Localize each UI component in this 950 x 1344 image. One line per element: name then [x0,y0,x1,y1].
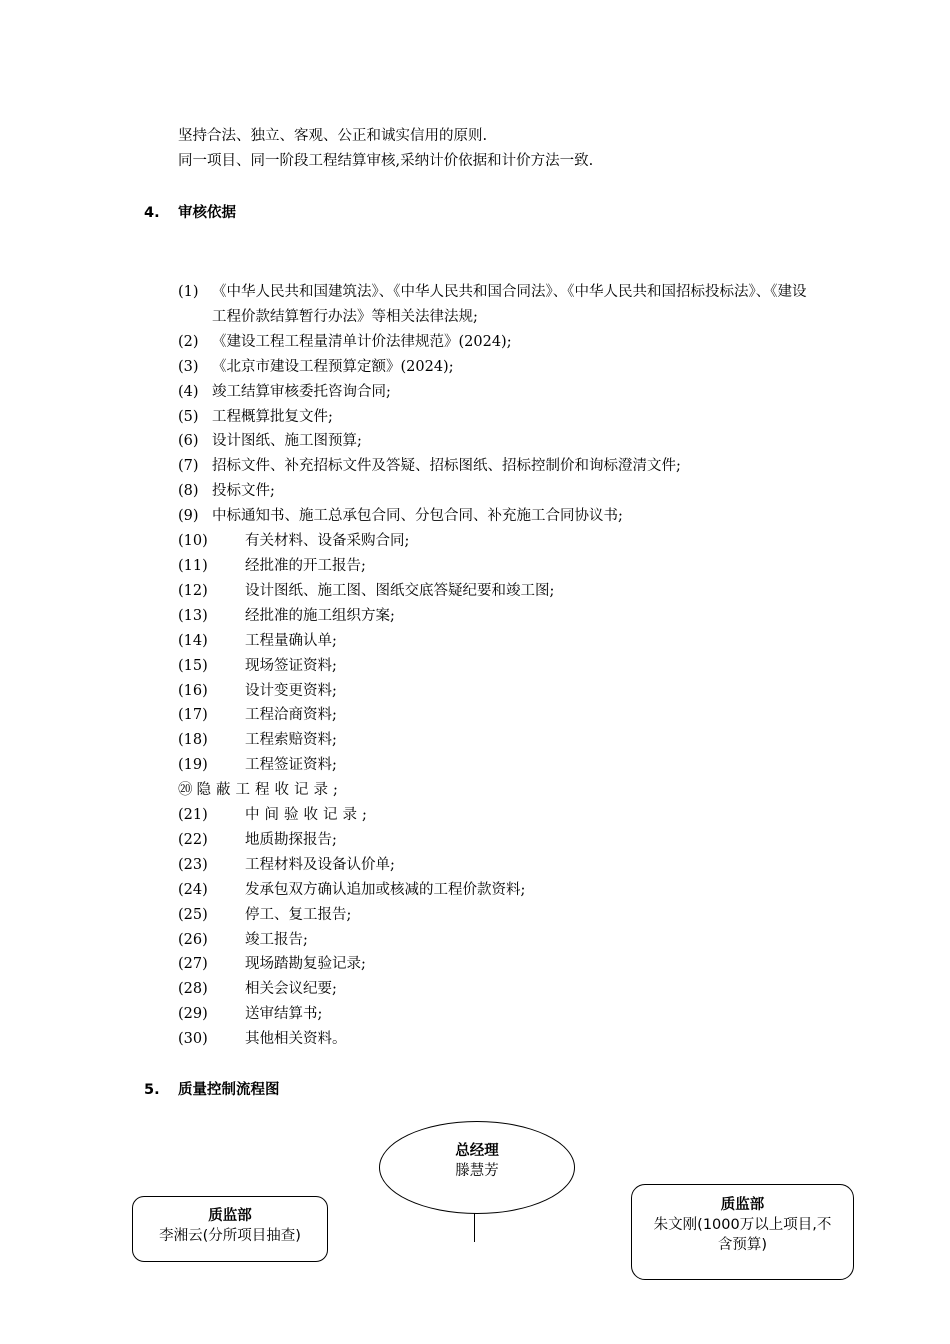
list-item: (18) 工程索赔资料; [178,732,337,749]
quality-dept-right-node [631,1184,854,1280]
list-item: (23) 工程材料及设备认价单; [178,856,395,873]
list-item: (19) 工程签证资料; [178,757,337,774]
list-item: (16) 设计变更资料; [178,682,337,699]
list-item: (17) 工程洽商资料; [178,707,337,724]
quality-dept-left-node [132,1196,328,1262]
list-item: (13) 经批准的施工组织方案; [178,607,395,624]
section-4-title: 审核依据 [178,205,236,221]
list-item: (7) 招标文件、补充招标文件及答疑、招标图纸、招标控制价和询标澄清文件; [178,458,681,475]
list-item: ⑳ 隐蔽工程收记录; [178,782,343,799]
list-item: (29) 送审结算书; [178,1006,323,1023]
list-item: (15) 现场签证资料; [178,657,337,674]
list-item: (10) 有关材料、设备采购合同; [178,533,410,550]
list-item: (11) 经批准的开工报告; [178,557,366,574]
list-item: (6) 设计图纸、施工图预算; [178,433,362,450]
list-item: (21) 中间验收记录; [178,807,372,824]
audit-basis-list [178,280,818,1052]
list-item: (1) 《中华人民共和国建筑法》、《中华人民共和国合同法》、《中华人民共和国招标投标法》、《建设工程价款结算暂行办法》等相关法律法规; [178,284,807,325]
general-manager-name: 滕慧芳 [455,1163,499,1179]
list-item: (8) 投标文件; [178,483,275,500]
quality-dept-left-title: 质监部 [208,1208,252,1224]
quality-dept-left-name: 李湘云(分所项目抽查) [159,1228,301,1244]
section-5-heading [144,1080,280,1100]
principle-line-2: 同一项目、同一阶段工程结算审核,采纳计价依据和计价方法一致. [178,153,594,169]
list-item: (22) 地质勘探报告; [178,831,337,848]
section-5-number: 5. [144,1082,160,1098]
section-5-title: 质量控制流程图 [178,1082,280,1098]
list-item: (14) 工程量确认单; [178,632,337,649]
list-item: (9) 中标通知书、施工总承包合同、分包合同、补充施工合同协议书; [178,508,623,525]
principle-line-1: 坚持合法、独立、客观、公正和诚实信用的原则. [178,128,488,144]
quality-dept-right-name: 朱文刚(1000万以上项目,不含预算) [653,1217,832,1253]
list-item: (30) 其他相关资料。 [178,1031,347,1048]
section-4-number: 4. [144,205,160,221]
section-4-heading [144,203,236,223]
quality-dept-right-title: 质监部 [720,1197,765,1213]
list-item: (12) 设计图纸、施工图、图纸交底答疑纪要和竣工图; [178,582,555,599]
list-item: (5) 工程概算批复文件; [178,408,333,425]
general-manager-node [379,1121,575,1214]
general-manager-title: 总经理 [455,1143,499,1159]
list-item: (2) 《建设工程工程量清单计价法律规范》(2024); [178,333,512,350]
list-item: (26) 竣工报告; [178,931,308,948]
list-item: (4) 竣工结算审核委托咨询合同; [178,383,391,400]
list-item: (3) 《北京市建设工程预算定额》(2024); [178,358,454,375]
list-item: (27) 现场踏勘复验记录; [178,956,366,973]
list-item: (24) 发承包双方确认追加或核减的工程价款资料; [178,881,526,898]
list-item: (28) 相关会议纪要; [178,981,337,998]
list-item: (25) 停工、复工报告; [178,906,352,923]
